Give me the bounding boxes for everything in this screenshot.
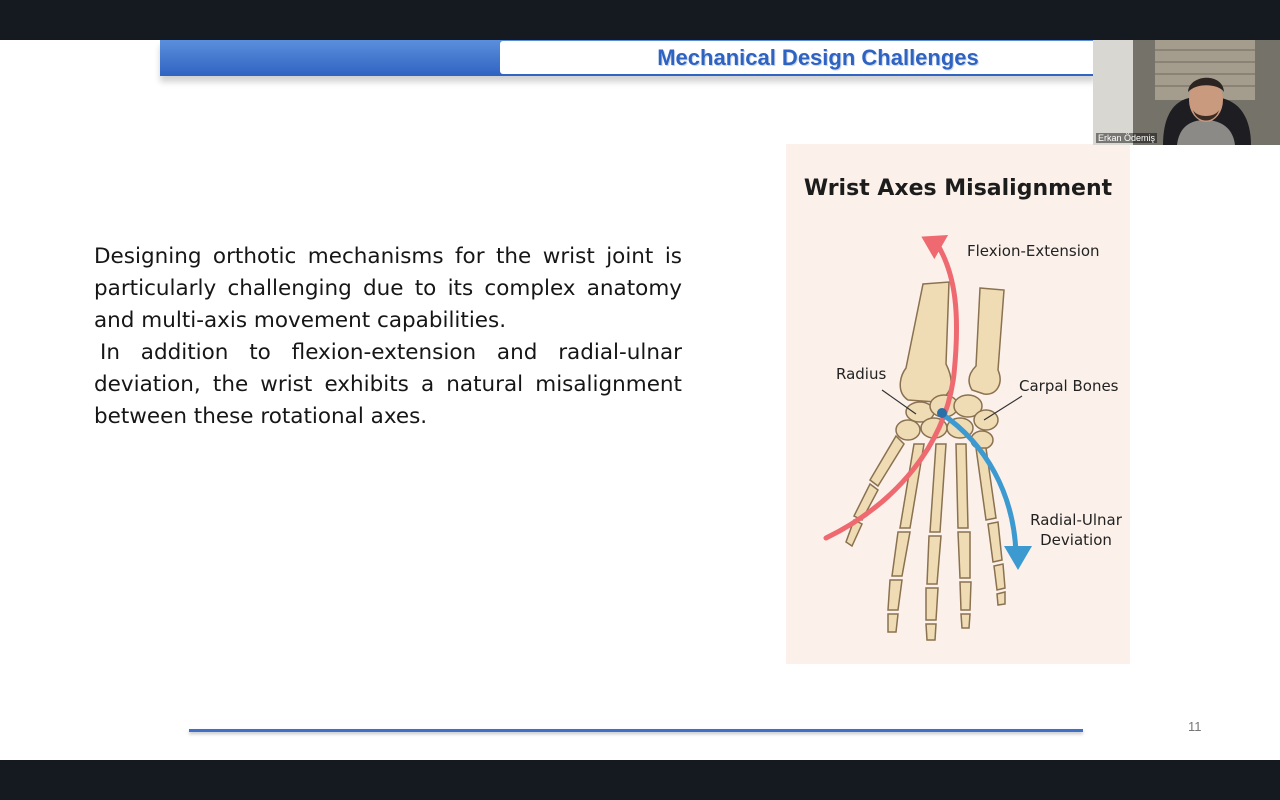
ring-phalanx [958,532,970,578]
webcam-thumbnail[interactable] [1093,40,1280,145]
middle-metacarpal [930,444,946,532]
radius-bone [900,282,951,402]
ring-metacarpal [956,444,968,528]
label-radial-ulnar-deviation [1026,510,1126,550]
little-tip [997,592,1005,605]
window-top-bar [0,0,1280,40]
label-radial-ulnar-line1: Radial-Ulnar [1030,511,1122,529]
participant-name: Erkan Ödemiş [1098,133,1156,143]
axis-pivot-dot [937,408,947,418]
ring-tip [961,614,970,628]
label-carpal-bones: Carpal Bones [1019,377,1119,395]
middle-phalanx [927,536,941,584]
little-phalanx [994,564,1005,590]
index-phalanx [888,580,902,610]
hand-bones [846,282,1005,640]
thumb-metacarpal [870,436,904,486]
webcam-video-frame [1093,40,1280,145]
window-bottom-bar [0,760,1280,800]
title-box [500,41,1136,74]
slide-body-text [94,241,682,433]
body-paragraph-1: Designing orthotic mechanisms for the wrist joint is particularly challenging due to its complex anatomy and multi-axis movement capabilities. [94,244,682,333]
middle-tip [926,624,936,640]
ring-phalanx [960,582,971,610]
wall-left [1093,40,1133,145]
wrist-illustration [786,144,1130,664]
footer-divider [189,729,1083,732]
wrist-figure [786,144,1130,664]
index-tip [888,614,898,632]
flexion-arrowhead [921,225,955,260]
middle-phalanx [926,588,938,620]
presentation-slide [0,40,1280,760]
slide-title: Mechanical Design Challenges [657,44,979,70]
title-band [160,40,1095,76]
page-number: 11 [1188,719,1202,734]
figure-title: Wrist Axes Misalignment [803,176,1113,201]
little-phalanx [988,522,1002,562]
label-flexion-extension: Flexion-Extension [967,242,1100,260]
carpal-bone [896,420,920,440]
index-phalanx [892,532,910,576]
carpal-leader-line [984,396,1022,420]
body-paragraph-2: In addition to flexion-extension and radial-ulnar deviation, the wrist exhibits a natural misalignment between these rotational axes. [94,340,682,429]
label-radial-ulnar-line2: Deviation [1040,531,1112,549]
ulna-bone [969,288,1004,394]
label-radius: Radius [836,365,887,383]
